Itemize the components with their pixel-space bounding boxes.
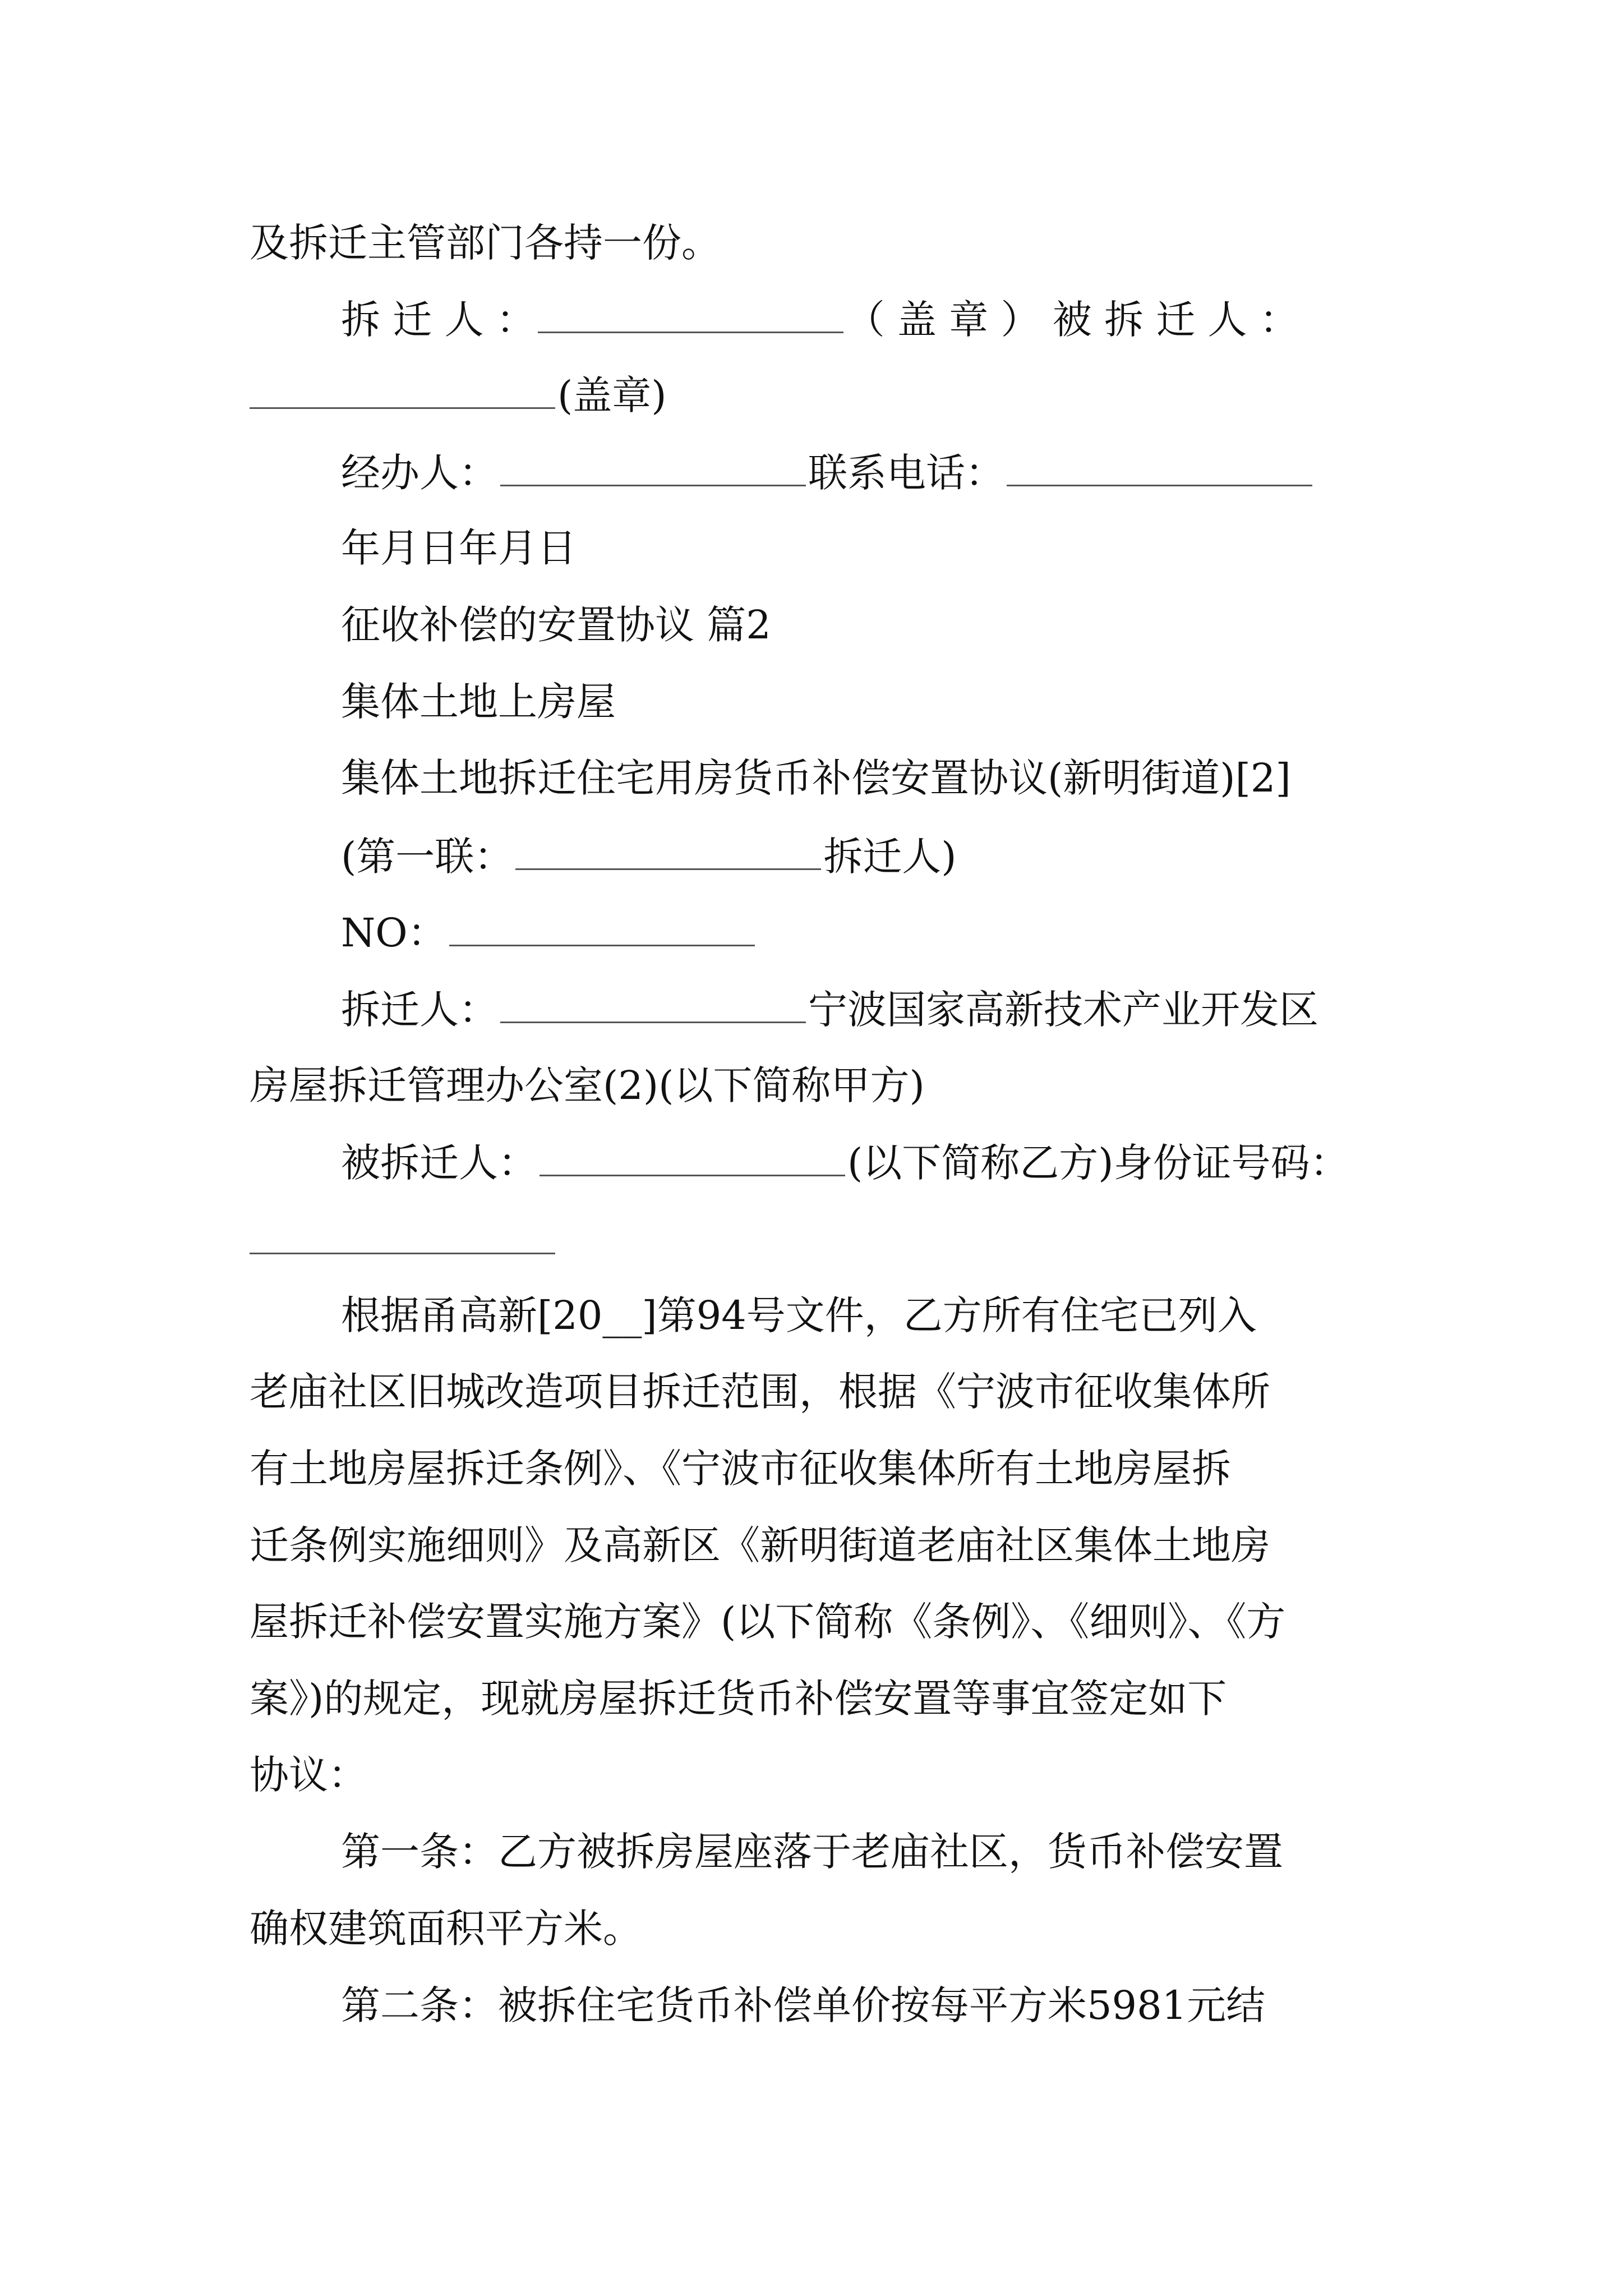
text: 被拆迁人：: [341, 1140, 537, 1186]
text-line: 房屋拆迁管理办公室(2)(以下简称甲方): [250, 1062, 925, 1108]
text: (盖章): [557, 372, 667, 418]
copy-line: [341, 834, 1479, 880]
text: 拆迁人：: [341, 987, 498, 1033]
section-title: 征收补偿的安置协议 篇2: [341, 602, 771, 648]
article-1-line: 第一条：乙方被拆房屋座落于老庙社区，货币补偿安置: [341, 1829, 1283, 1875]
number-line: [341, 910, 1479, 956]
signature-line-demolisher: [341, 297, 1390, 343]
agreement-title: 集体土地拆迁住宅用房货币补偿安置协议(新明街道)[2]: [341, 755, 1291, 801]
blank-field[interactable]: [250, 1220, 555, 1254]
paragraph-line: 迁条例实施细则》及高新区《新明街道老庙社区集体土地房: [250, 1522, 1270, 1568]
blank-field[interactable]: [540, 1142, 845, 1176]
paragraph-line: 屋拆迁补偿安置实施方案》(以下简称《条例》、《细则》、《方: [250, 1599, 1286, 1645]
paragraph-line: 根据甬高新[20__]第94号文件，乙方所有住宅已列入: [341, 1292, 1257, 1338]
text-line: 年月日年月日: [341, 525, 577, 571]
text: (第一联：: [341, 834, 514, 880]
blank-field[interactable]: [515, 836, 821, 870]
signature-line-seal: [250, 372, 1388, 418]
id-number-line: [250, 1220, 1388, 1260]
text-line: 集体土地上房屋: [341, 679, 616, 725]
text: NO：: [341, 910, 447, 956]
paragraph-line: 协议：: [250, 1752, 367, 1798]
text: 经办人：: [341, 450, 498, 496]
text: (以下简称乙方)身份证号码：: [847, 1140, 1349, 1186]
blank-field[interactable]: [538, 299, 843, 333]
text: 联系电话：: [808, 450, 1004, 496]
article-1-line: 确权建筑面积平方米。: [250, 1906, 642, 1952]
blank-field[interactable]: [500, 989, 806, 1023]
text: 拆迁人): [823, 834, 957, 880]
party-a-line: [341, 987, 1390, 1033]
party-b-line: [341, 1140, 1390, 1186]
article-2-line: 第二条：被拆住宅货币补偿单价按每平方米5981元结: [341, 1982, 1266, 2028]
blank-field[interactable]: [500, 452, 806, 486]
text-line: 及拆迁主管部门各持一份。: [250, 220, 721, 266]
paragraph-line: 有土地房屋拆迁条例》、《宁波市征收集体所有土地房屋拆: [250, 1446, 1231, 1492]
text: 拆 迁 人 ：: [341, 297, 536, 343]
agent-line: [341, 450, 1479, 496]
text: 宁波国家高新技术产业开发区: [808, 987, 1318, 1033]
blank-field[interactable]: [250, 375, 555, 409]
text: （ 盖 章 ） 被 拆 迁 人 ：: [845, 297, 1299, 343]
blank-field[interactable]: [449, 912, 755, 946]
blank-field[interactable]: [1007, 452, 1312, 486]
paragraph-line: 老庙社区旧城改造项目拆迁范围，根据《宁波市征收集体所: [250, 1369, 1270, 1415]
paragraph-line: 案》)的规定，现就房屋拆迁货币补偿安置等事宜签定如下: [250, 1676, 1227, 1722]
